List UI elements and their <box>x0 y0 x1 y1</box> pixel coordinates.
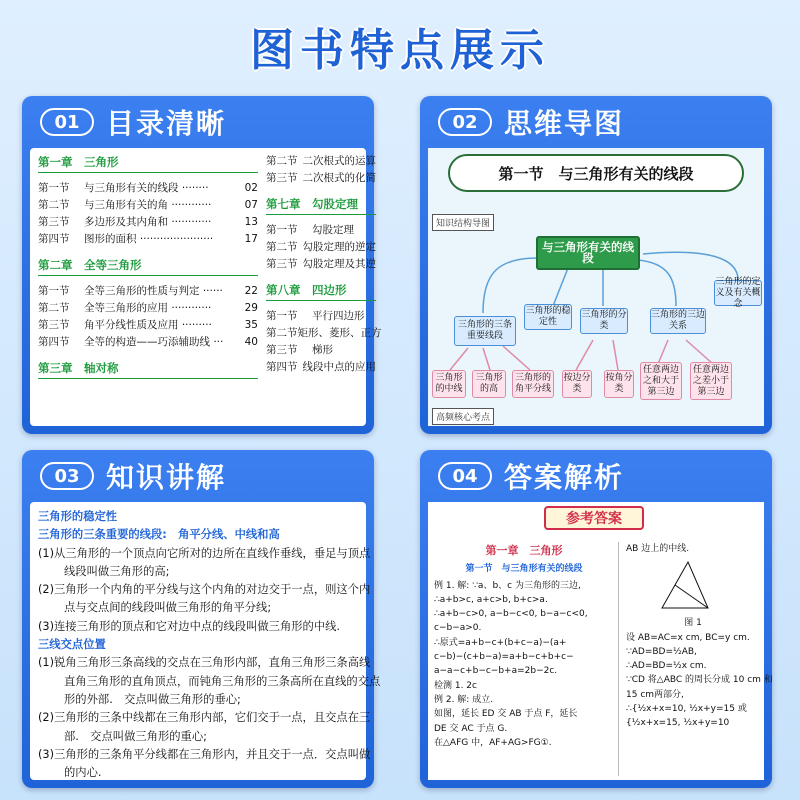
toc-row <box>38 333 258 350</box>
toc-sec: 第一节 <box>266 224 298 236</box>
toc-sec: 第三节 <box>266 344 298 356</box>
panel-header <box>438 458 624 494</box>
mindmap <box>428 148 764 426</box>
panel-header <box>40 104 226 140</box>
panel-title: 目录清晰 <box>106 107 227 140</box>
toc-sec: 第二节 <box>266 155 298 167</box>
answer-line: 例 1. 解: ∵a、b、c 为三角形的三边, <box>434 580 581 591</box>
spacer <box>38 350 258 360</box>
knowledge-line: 部. 交点叫做三角形的重心; <box>64 729 207 743</box>
toc-right-column <box>266 152 382 375</box>
toc-sec: 第三节 <box>38 216 70 228</box>
panel-title: 答案解析 <box>504 461 625 494</box>
knowledge-line: (2)三角形一个内角的平分线与这个内角的对边交于一点，则这个内 <box>38 583 371 597</box>
mindmap-node: 三角形的三边关系 <box>650 308 706 334</box>
toc-row <box>266 238 376 255</box>
answer-line: c−b)−(c+b−a)=a+b−c+b+c− <box>434 652 574 663</box>
toc-row <box>266 221 376 238</box>
panel-number: 04 <box>438 462 492 490</box>
mindmap-leaf: 任意两边之差小于第三边 <box>690 362 732 400</box>
answers-chapter: 第一章 三角形 <box>485 544 563 557</box>
answers-right-column <box>626 542 773 731</box>
mindmap-tag: 知识结构导图 <box>432 214 494 231</box>
answer-line: ∵AD=BD=½AB, <box>626 646 697 657</box>
knowledge-page <box>30 502 381 780</box>
panel-number: 03 <box>40 462 94 490</box>
toc-chapter: 第七章 勾股定理 <box>266 196 376 215</box>
answer-line: AB 边上的中线. <box>626 544 690 554</box>
toc-row <box>38 316 258 333</box>
toc-row <box>38 179 258 196</box>
toc-row <box>38 213 258 230</box>
mindmap-root: 与三角形有关的线段 <box>536 236 640 270</box>
mindmap-node: 三角形的分类 <box>580 308 628 334</box>
knowledge-line: 形的外部. 交点叫做三角形的垂心; <box>64 692 241 706</box>
toc-chapter: 第三章 轴对称 <box>38 360 258 379</box>
toc-title: 勾股定理 <box>312 224 354 236</box>
knowledge-line: (1)锐角三角形三条高线的交点在三角形内部，直角三角形三条高线 <box>38 656 371 670</box>
toc-page: 40 <box>244 335 258 348</box>
page-title: 图书特点展示 <box>250 25 550 76</box>
answer-line: ∴a+b−c>0, a−b−c<0, b−a−c<0, <box>434 609 588 620</box>
panel-title: 思维导图 <box>504 107 625 140</box>
toc-row <box>38 230 258 247</box>
mindmap-leaf: 三角形的角平分线 <box>512 370 554 398</box>
toc-row <box>38 299 258 316</box>
toc-sec: 第一节 <box>38 182 70 194</box>
toc-sec: 第一节 <box>266 310 298 322</box>
answers-section: 第一节 与三角形有关的线段 <box>465 564 583 575</box>
toc-sec: 第三节 <box>38 319 70 331</box>
toc-title: 二次根式的运算 <box>302 155 376 167</box>
answer-line: 15 cm两部分, <box>626 689 684 700</box>
toc-row <box>38 282 258 299</box>
panel-header <box>40 458 226 494</box>
mindmap-node: 三角形的定义及有关概念 <box>715 276 761 309</box>
knowledge-line: 的内心. <box>64 766 102 780</box>
answer-line: 在△AFG 中，AF+AG>FG①. <box>434 737 552 748</box>
toc-chapter: 第二章 全等三角形 <box>38 257 258 276</box>
toc-title: 多边形及其内角和 ············ <box>84 216 212 228</box>
toc-page: 35 <box>244 318 258 331</box>
spacer <box>38 385 258 395</box>
knowledge-line: 点与交点间的线段叫做三角形的角平分线; <box>64 601 272 615</box>
toc-page: 02 <box>244 181 258 194</box>
toc-page: 17 <box>244 232 258 245</box>
knowledge-line: (2)三角形的三条中线都在三角形内部，它们交于一点，且交点在三 <box>38 711 371 725</box>
toc-page <box>30 148 382 426</box>
answer-line: 例 2. 解: 成立. <box>434 694 494 705</box>
toc-row <box>266 324 382 341</box>
toc-sec: 第二节 <box>266 241 298 253</box>
toc-row <box>266 169 376 186</box>
toc-chapter: 第一章 三角形 <box>38 154 258 173</box>
mindmap-leaf: 三角形的高 <box>472 370 506 398</box>
toc-page: 07 <box>244 198 258 211</box>
knowledge-line: 线段叫做三角形的高; <box>64 564 170 578</box>
knowledge-line: (3)连接三角形的顶点和它对边中点的线段叫做三角形的中线. <box>38 619 341 633</box>
mindmap-tag: 高频核心考点 <box>432 408 494 425</box>
toc-left-column <box>38 154 258 395</box>
toc-page: 13 <box>244 215 258 228</box>
toc-row <box>266 255 376 272</box>
toc-title: 平行四边形 <box>312 310 365 322</box>
spacer <box>266 272 376 282</box>
mindmap-leaf: 任意两边之和大于第三边 <box>640 362 682 400</box>
answer-line: 检测 1. 2c <box>434 680 477 691</box>
knowledge-heading: 三线交点位置 <box>38 638 106 652</box>
toc-sec: 第四节 <box>266 361 298 373</box>
panel-header <box>438 104 624 140</box>
answer-line: 如图，延长 ED 交 AB 于点 F，延长 <box>434 709 578 720</box>
answer-line: 设 AB=AC=x cm, BC=y cm. <box>626 632 750 643</box>
column-divider <box>618 542 619 776</box>
toc-title: 角平分线性质及应用 ········· <box>84 319 212 331</box>
answer-line: c−b−a>0. <box>434 623 482 634</box>
answer-line: a−a−c+b−c−b+a=2b−2c. <box>434 666 558 677</box>
spacer <box>38 247 258 257</box>
toc-sec: 第二节 <box>266 327 298 339</box>
answer-line: ∵CD 将△ABC 的周长分成 10 cm 和 <box>626 675 773 686</box>
toc-row <box>266 358 376 375</box>
panel-knowledge <box>22 450 381 788</box>
toc-title: 与三角形有关的角 ············ <box>84 199 212 211</box>
answers-heading: 参考答案 <box>544 506 644 530</box>
panel-answers <box>420 450 772 788</box>
triangle-figure <box>656 558 716 616</box>
toc-page: 22 <box>244 284 258 297</box>
toc-title: 勾股定理及其逆 <box>302 258 376 270</box>
answer-line: ∴{½x+x=10, ½x+y=15 或 {½x+x=15, ½x+y=10 <box>626 704 747 729</box>
knowledge-heading: 三角形的稳定性 <box>38 510 118 523</box>
toc-title: 矩形、菱形、正方 <box>297 327 382 339</box>
mindmap-leaf: 按角分类 <box>604 370 634 398</box>
toc-title: 全等的构造——巧添辅助线 ··· <box>84 336 224 348</box>
toc-row <box>266 152 376 169</box>
panel-number: 01 <box>40 108 94 136</box>
toc-title: 图形的面积 ······················ <box>84 233 214 245</box>
toc-sec: 第一节 <box>38 285 70 297</box>
answers-left-column <box>434 544 614 750</box>
knowledge-text <box>38 508 381 782</box>
toc-sec: 第四节 <box>38 336 70 348</box>
answer-line: ∴a+b>c, a+c>b, b+c>a. <box>434 594 548 605</box>
panel-toc <box>22 96 382 434</box>
mindmap-leaf: 三角形的中线 <box>432 370 466 398</box>
answer-line: DE 交 AC 于点 G. <box>434 723 508 734</box>
answers <box>428 502 773 780</box>
toc-title: 二次根式的化简 <box>302 172 376 184</box>
toc-title: 梯形 <box>312 344 333 356</box>
figure-label: 图 1 <box>684 618 702 629</box>
toc-sec: 第四节 <box>38 233 70 245</box>
panel-title: 知识讲解 <box>106 461 227 494</box>
knowledge-line: 直角三角形的直角顶点，而钝角三角形的三条高所在直线的交点 <box>64 674 381 688</box>
spacer <box>266 186 376 196</box>
toc-sec: 第二节 <box>38 302 70 314</box>
toc-row <box>38 196 258 213</box>
panel-number: 02 <box>438 108 492 136</box>
knowledge-line: (3)三角形的三条角平分线都在三角形内，并且交于一点．交点叫做 <box>38 747 371 761</box>
toc-sec: 第三节 <box>266 258 298 270</box>
knowledge-heading: 三角形的三条重要的线段: 角平分线、中线和高 <box>38 528 280 542</box>
toc-row <box>266 307 376 324</box>
knowledge-line: (1)从三角形的一个顶点向它所对的边所在直线作垂线，垂足与顶点 <box>38 546 371 560</box>
answers-page <box>428 502 773 780</box>
panel-mindmap <box>420 96 772 434</box>
answer-line: ∴原式=a+b−c+(b+c−a)−(a+ <box>434 637 567 648</box>
toc-title: 全等三角形的性质与判定 ······ <box>84 285 223 297</box>
mindmap-page <box>428 148 764 426</box>
toc-title: 全等三角形的应用 ············ <box>84 302 212 314</box>
toc-chapter: 第八章 四边形 <box>266 282 376 301</box>
toc-row <box>266 341 376 358</box>
toc-sec: 第三节 <box>266 172 298 184</box>
toc-title: 与三角形有关的线段 ········ <box>84 182 209 194</box>
mindmap-node: 三角形的稳定性 <box>524 304 572 330</box>
toc-title: 线段中点的应用 <box>302 361 376 373</box>
answer-line: ∴AD=BD=½x cm. <box>626 661 707 672</box>
mindmap-leaf: 按边分类 <box>562 370 592 398</box>
toc-title: 勾股定理的逆定 <box>302 241 376 253</box>
mindmap-node: 三角形的三条重要线段 <box>454 316 516 346</box>
toc-page: 29 <box>244 301 258 314</box>
toc-sec: 第二节 <box>38 199 70 211</box>
mindmap-title: 第一节 与三角形有关的线段 <box>448 154 744 192</box>
